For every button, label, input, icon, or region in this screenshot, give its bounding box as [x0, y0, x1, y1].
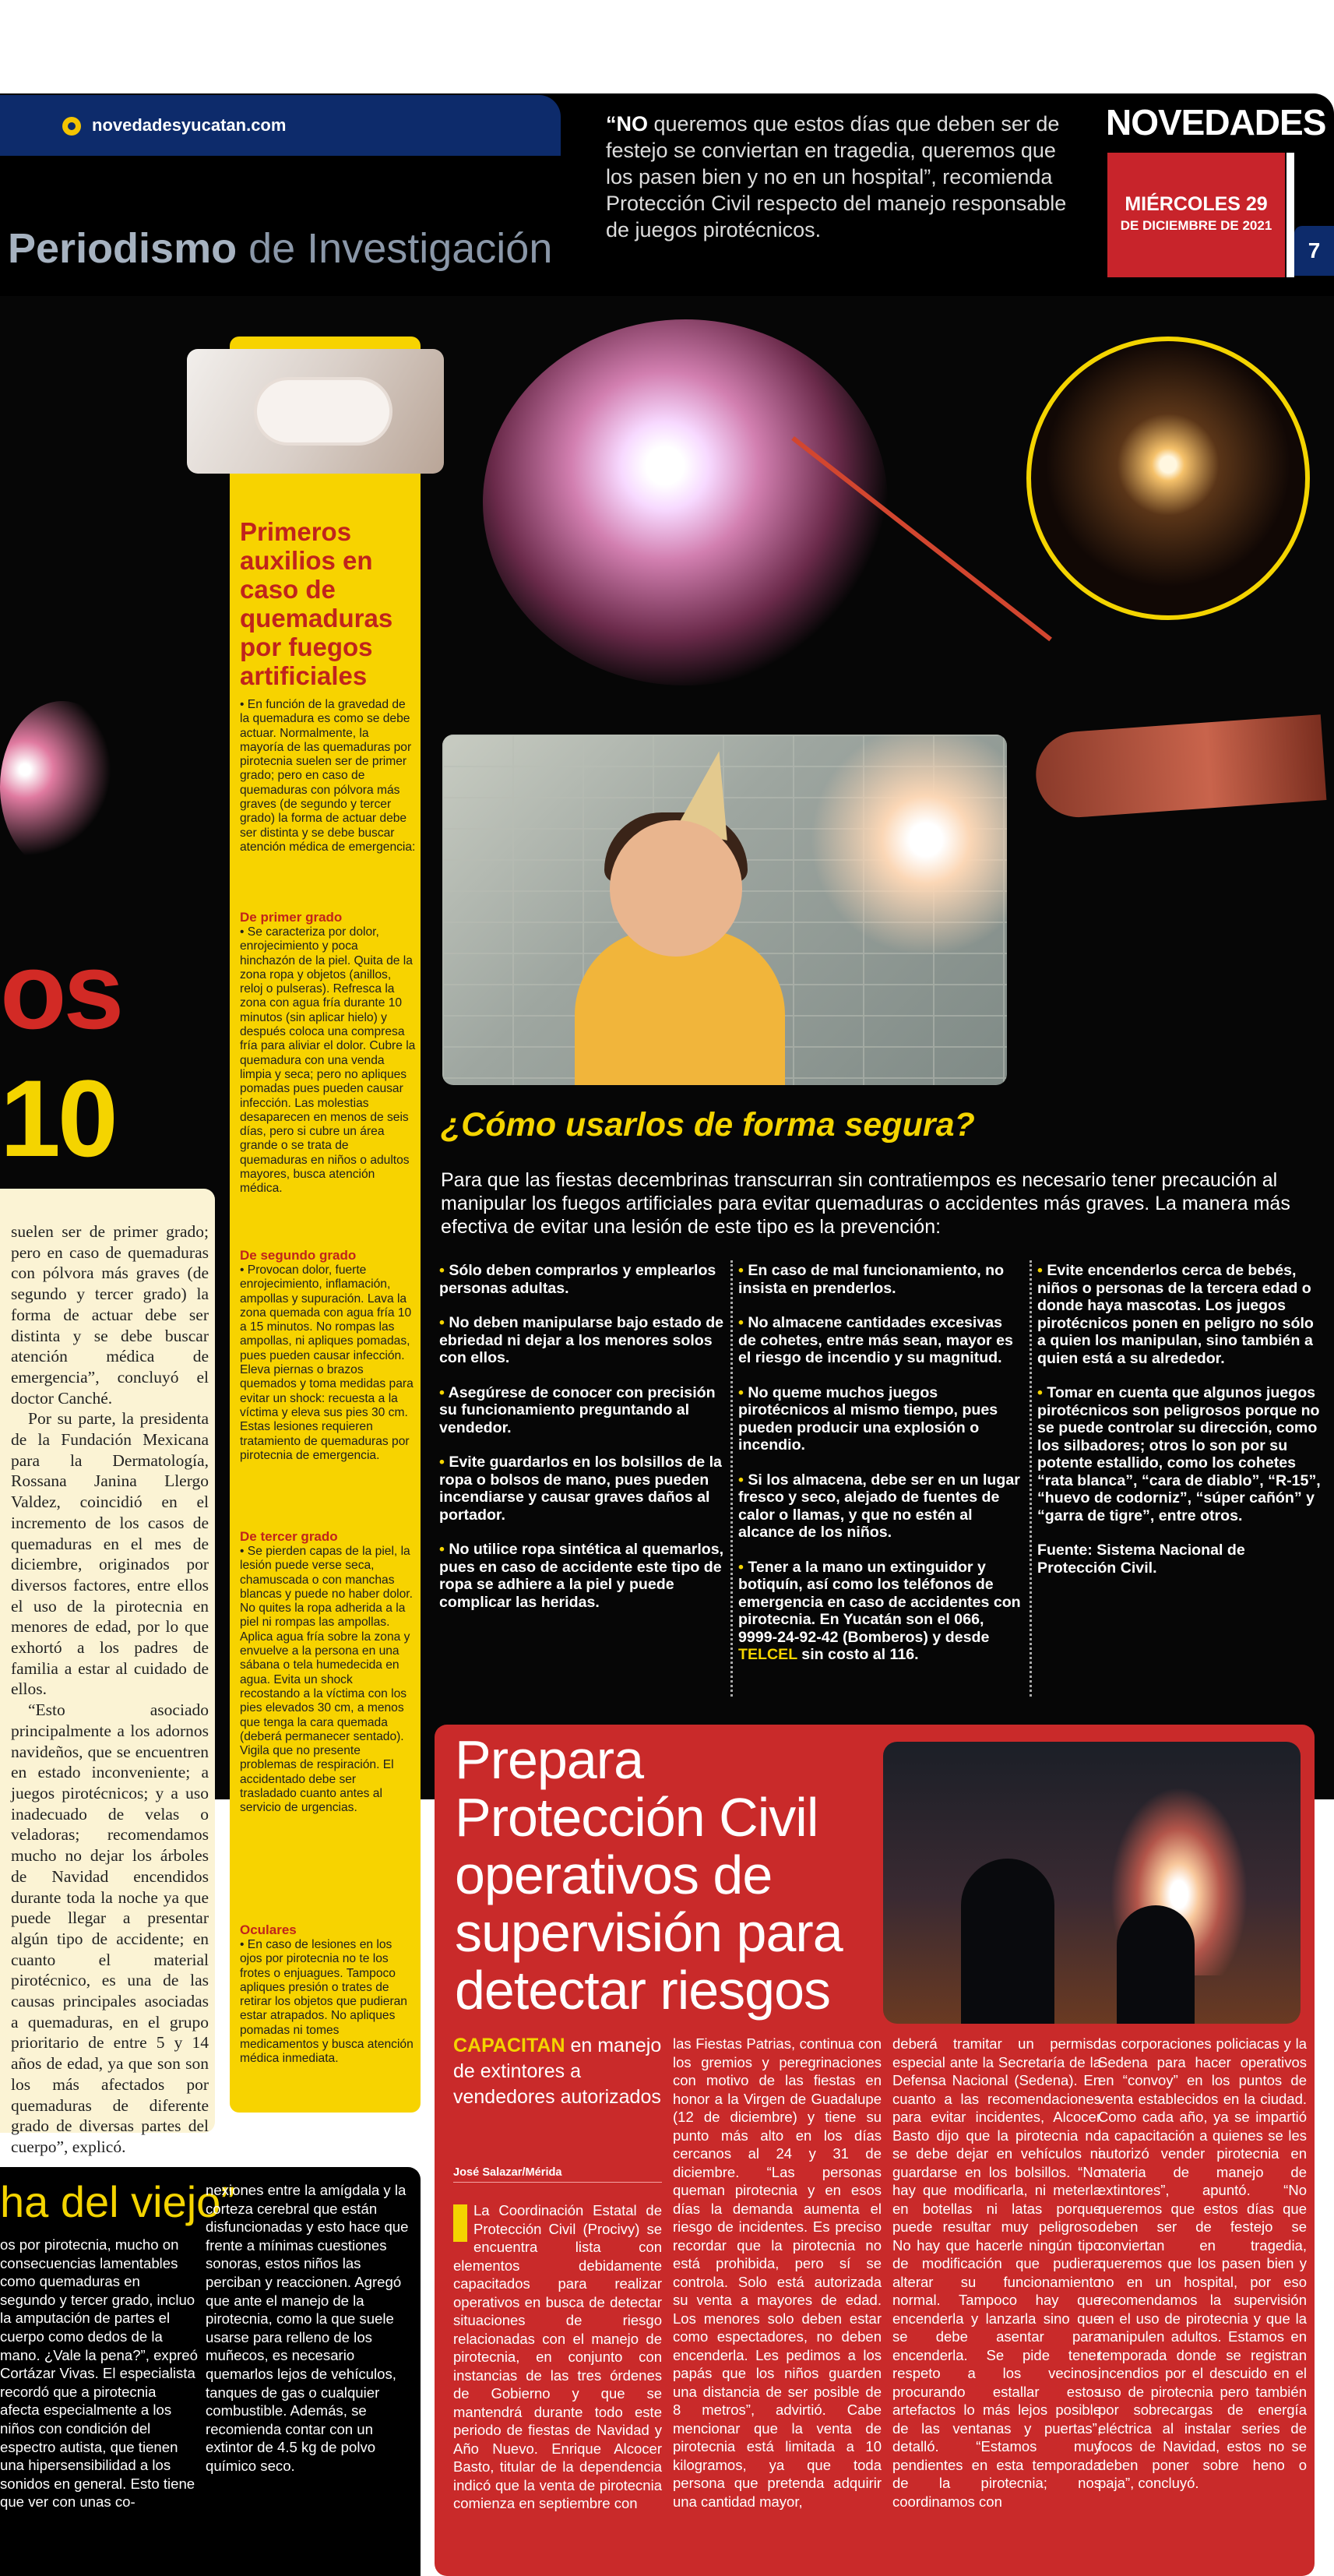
- child-silhouette: [961, 1859, 1054, 2024]
- drop-cap-bar: [453, 2204, 467, 2242]
- sparkler-light: [804, 735, 1007, 1085]
- safety-tip: • En caso de mal funcionamiento, no insista en prenderlos.: [738, 1262, 1023, 1297]
- sparkler-closeup-inset: [1026, 337, 1310, 620]
- sidebar-section-first-degree: [240, 910, 416, 1196]
- child-silhouette: [1117, 1905, 1195, 2024]
- headline-fragment-1: os: [0, 929, 121, 1052]
- date-full: DE DICIEMBRE DE 2021: [1120, 218, 1272, 233]
- safety-column-2: [738, 1262, 1023, 1681]
- page-number: 7: [1294, 226, 1334, 276]
- column-divider: [1030, 1260, 1032, 1697]
- sparkler-burst-glow: [483, 319, 888, 685]
- column-text: La Coordinación Estatal de Protección Civil (Procivy) se encuentra lista con elementos debidamente capacitados para realizar operativos en busca de detectar situaciones de riesgo relacionadas con el manejo de pirotecnia, en conjunto con instancias de las tres órdenes de Gobierno y que se mantendrá durante todo este periodo de fiestas de Navidad y Año Nuevo. Enrique Alcocer Basto, titular de la dependencia indicó que la venta de pirotecnia comienza en septiembre con: [453, 2202, 662, 2511]
- bandaged-hand-photo: [187, 349, 444, 474]
- kicker-rest: en manejo de extintores a vendedores autorizados: [453, 2035, 662, 2108]
- brand-logo: NOVEDADES: [1106, 102, 1326, 143]
- site-url[interactable]: novedadesyucatan.com: [92, 115, 287, 135]
- quote-text: queremos que estos días que deben ser de festejo se conviertan en tragedia, queremos que los pasen bien y no en un hospital”, recomienda Protección Civil respecto del manejo responsable de juegos pirotécnicos.: [606, 112, 1067, 241]
- red-article-column-3: deberá tramitar un permiso especial ante la Secretaría de la Defensa Nacional (Sedena). En cuanto a las recomendaciones para evitar incidentes, Alcocer Basto dijo que la pirotecnia no se debe dejar en vehículos ni guardarse en los bolsillos. “No hay que modificarla, ni meterla en botellas ni latas porque puede resultar muy peligroso. No hay que hacerle ningún tipo de modificación que pudiera alterar su funcionamiento normal. Tampoco hay que encenderla y lanzarla sino que se debe asentar para encenderla. Se pide tener respeto a los vecinos, procurando estallar estos artefactos lo más lejos posible de las ventanas y puertas”, detalló. “Estamos muy pendientes en esta temporada de la pirotecnia; nos coordinamos con: [892, 2035, 1101, 2510]
- sidebar-section-second-degree: [240, 1248, 416, 1463]
- left-article-text: [11, 1221, 209, 2158]
- kicker-word: CAPACITAN: [453, 2035, 565, 2056]
- sidebar-heading: De tercer grado: [240, 1529, 338, 1544]
- sidebar-section-ocular: [240, 1922, 416, 2067]
- safety-tip: • Tomar en cuenta que algunos juegos pirotécnicos son peligrosos porque no se puede controlar su dirección, como los silbadores; otros lo son por su potente estallido, como los cohetes “rata blanca”, “cara de diablo”, “R-15”, “huevo de codorniz”, “súper cañón” y “garra de tigre”, entre otros.: [1037, 1384, 1325, 1524]
- section-title: [8, 224, 552, 273]
- telcel-brand: TELCEL: [738, 1646, 797, 1663]
- safety-tip: • No almacene cantidades excesivas de cohetes, entre más sean, mayor es el riesgo de incendio y su magnitud.: [738, 1314, 1023, 1367]
- safety-tip: • Evite encenderlos cerca de bebés, niños o personas de la tercera edad o donde haya mascotas. Los juegos pirotécnicos ponen en peligro no sólo a quien los manipulan, sino también a quien está a su alrededor.: [1037, 1262, 1325, 1367]
- sidebar-heading: De primer grado: [240, 910, 343, 925]
- sidebar-section-text: • Provocan dolor, fuerte enrojecimiento, inflamación, ampollas y supuración. Lava la zona quemada con agua fría 10 a 15 minutos. No rompas las ampollas, ni apliques pomadas, pues pueden causar infección. Eleva piernas o brazos quemados y toma medidas para evitar un shock: recuesta a la víctima y eleva sus pies 30 cm. Estas lesiones requieren tratamiento de quemaduras por pirotecnia de emergencia.: [240, 1263, 414, 1462]
- red-article-column-1: [453, 2201, 662, 2513]
- fireworks-children-photo: [883, 1742, 1301, 2024]
- child-face: [610, 820, 742, 957]
- date-box-divider: [1286, 153, 1294, 277]
- safety-column-3: [1037, 1262, 1325, 1594]
- safety-tip: • Evite guardarlos en los bolsillos de la ropa o bolsos de mano, pues pueden incendiarse y causar graves daños al portador.: [439, 1454, 727, 1524]
- left-spark-glow: [0, 701, 125, 872]
- safety-tip-emergency: [738, 1559, 1023, 1664]
- safety-title: ¿Cómo usarlos de forma segura?: [441, 1106, 975, 1144]
- sidebar-title: Primeros auxilios en caso de quemaduras por fuegos artificiales: [240, 517, 393, 690]
- red-article-column-2: las Fiestas Patrias, continua con los gremios y peregrinaciones con motivo de las fiestas en honor a la Virgen de Guadalupe (12 de diciembre) y tiene su punto más alto en los días cercanos al 24 y 31 de diciembre. “Las personas queman pirotecnia y en esos días la demanda aumenta el riesgo de incidentes. Es preciso recordar que la pirotecnia no está prohibida, pero sí se controla. Solo está autorizada su venta a mayores de edad. Los menores solo deben estar como espectadores, no deben encenderla. Les pedimos a los papás que los niños guarden una distancia de ser posible de 8 metros”, advirtió. Cabe mencionar que la venta de pirotecnia está limitada a 10 kilogramos, ya que toda persona que pretenda adquirir una cantidad mayor,: [673, 2035, 882, 2510]
- sidebar-heading: De segundo grado: [240, 1248, 357, 1263]
- sidebar-section-text: • En caso de lesiones en los ojos por pirotecnia no te los frotes o enjuagues. Tampoco apliques presión o trates de retirar los objetos que pudieran estar atrapados. No apliques pomadas ni tomes medicamentos y busca atención médica inmediata.: [240, 1938, 414, 2066]
- safety-intro: Para que las fiestas decembrinas transcurran sin contratiempos es necesario tener precaución al manipular los fuegos artificiales para evitar quemaduras o accidentes más graves. La manera más efectiva de evitar una lesión de este tipo es la prevención:: [441, 1169, 1290, 1238]
- emergency-text-end: sin costo al 116.: [801, 1646, 919, 1663]
- article-paragraph: Por su parte, la presidenta de la Fundación Mexicana para la Dermatología, Rossana Janina Llergo Valdez, coincidió en el incremento de los casos de quemaduras en el mes de diciembre, originados por diversos factores, entre ellos el uso de la pirotecnia en menores de edad, por lo que exhortó a los padres de familia a estar al cuidado de ellos.: [11, 1409, 209, 1699]
- sidebar-section-text: • Se caracteriza por dolor, enrojecimiento y poca hinchazón de la piel. Quita de la zona ropa y objetos (anillos, reloj o pulseras). Refresca la zona con agua fría durante 10 minutos (sin aplicar hielo) y después coloca una compresa fría para aliviar el dolor. Cubre la quemadura con una venda limpia y seca; pero no apliques pomadas pues pueden causar infección. Las molestias desaparecen en menos de seis días, pero si cubre un área grande o se trata de quemaduras en niños o adultos mayores, busca atención médica.: [240, 925, 416, 1196]
- safety-tip: • No queme muchos juegos pirotécnicos al mismo tiempo, pues pueden producir una explosión o incendio.: [738, 1384, 1023, 1454]
- red-article-column-4: las corporaciones policiacas y la Sedena para hacer operativos en “convoy” en los puntos de venta establecidos en la ciudad. Como cada año, ya se impartió la capacitación a quienes se les autorizó vender pirotecnia en materia de manejo de extintores”, apuntó. “No queremos que estos días que deben ser de festejo se conviertan en tragedia, queremos que los pasen bien y no en un hospital, por eso recomendamos la supervisión en el uso de pirotecnia y que la manipulen adultos. Estamos en temporada donde se registran incendios por el descuido en el uso de pirotecnia pero también por sobrecargas de energía eléctrica al instalar series de focos de Navidad, estos no se deben poner sobre heno o paja”, concluyó.: [1098, 2035, 1307, 2491]
- section-title-bold: Periodismo: [8, 225, 238, 272]
- column-divider: [730, 1260, 733, 1697]
- date-box: [1107, 153, 1285, 277]
- bottom-left-title: ha del viejo”: [0, 2177, 235, 2226]
- header-quote: [606, 111, 1073, 243]
- safety-tip: • Si los almacena, debe ser en un lugar fresco y seco, alejado de fuentes de calor o llamas, y que no estén al alcance de los niños.: [738, 1471, 1023, 1542]
- sidebar-section-third-degree: [240, 1529, 416, 1816]
- sidebar-intro: • En función de la gravedad de la quemadura es como se debe actuar. Normalmente, la mayoría de las quemaduras por pirotecnia suelen ser de primer grado; pero en caso de quemaduras con pólvora más graves (de segundo y tercer grado) la forma de actuar debe ser distinta y se debe buscar atención médica de emergencia:: [240, 698, 416, 854]
- quote-lead: “NO: [606, 112, 648, 136]
- safety-source: Fuente: Sistema Nacional de Protección Civil.: [1037, 1542, 1245, 1577]
- safety-column-1: [439, 1262, 727, 1628]
- sidebar-heading: Oculares: [240, 1922, 297, 1937]
- safety-tip: • No deben manipularse bajo estado de ebriedad ni dejar a los menores solos con ellos.: [439, 1314, 727, 1367]
- date-day: MIÉRCOLES 29: [1125, 193, 1268, 215]
- bottom-left-column-1: os por pirotecnia, mucho on consecuencias lamentables como quemaduras en segundo y tercer grado, incluo la amputación de partes el cuerpo como dedos de la mano. ¿Vale la pena?”, expreó Cortázar Vivas. El especialista recordó que a pirotecnia afecta especialmente a los niños con condición del espectro autista, que tienen una hipersensibilidad a los sonidos en general. Esto tiene que ver con unas co-: [0, 2236, 198, 2511]
- headline-fragment-2: 10: [0, 1057, 115, 1179]
- red-article-kicker: [453, 2033, 663, 2110]
- red-article-headline: Prepara Protección Civil operativos de supervisión para detectar riesgos: [455, 1729, 843, 2021]
- safety-tip: • Asegúrese de conocer con precisión su funcionamiento preguntando al vendedor.: [439, 1384, 727, 1437]
- sidebar-section-text: • Se pierden capas de la piel, la lesión puede verse seca, chamuscada o con manchas blancas y puede no haber dolor. No quites la ropa adherida a la piel ni rompas las ampollas. Aplica agua fría sobre la zona y envuelve a la persona en una sábana o tela humedecida en agua. Evita un shock recostando a la víctima con los pies elevados 30 cm, a menos que tenga la cara quemada (deberá permanecer sentado). Vigila que no presente problemas de respiración. El accidentado debe ser trasladado cuanto antes al servicio de urgencias.: [240, 1545, 413, 1815]
- bottom-left-column-2: nexiones entre la amígdala y la corteza cerebral que están disfuncionadas y esto hace que frente a mínimas cuestiones sonoras, estos niños las perciban y reaccionen. Agregó que ante el manejo de la pirotecnia, como la que suele usarse para relleno de los muñecos, es necesario quemarlos lejos de vehículos, tanques de gas o cualquier combustible. Además, se recomienda contar con un extintor de 4.5 kg de polvo químico seco.: [206, 2182, 409, 2474]
- byline: José Salazar/Mérida: [453, 2166, 662, 2183]
- emergency-text: Tener a la mano un extinguidor y botiquín, así como los teléfonos de emergencia en caso de accidentes con pirotecnia. En Yucatán son el 066, 9999-24-92-42 (Bomberos) y desde: [738, 1558, 1021, 1646]
- safety-tip: • No utilice ropa sintética al quemarlos, pues en caso de accidente este tipo de ropa se adhiere a la piel y puede complicar las heridas.: [439, 1541, 727, 1611]
- article-paragraph: “Esto asociado principalmente a los adornos navideños, que se encuentren en estado inconveniente; a juegos pirotécnicos; y a uso inadecuado de velas o veladoras; recomendamos mucho no dejar los árboles de Navidad encendidos durante toda la noche ya que puede llegar a presentar algún tipo de accidente; en cuanto el material pirotécnico, es una de las causas principales asociadas a quemaduras, en el grupo prioritario de entre 5 y 14 años de edad, ya que son son los más afectados por quemaduras de diferente grado de diversas partes del cuerpo”, explicó.: [11, 1700, 209, 2156]
- safety-tip: • Sólo deben comprarlos y emplearlos personas adultas.: [439, 1262, 727, 1297]
- section-title-light: de Investigación: [248, 225, 553, 272]
- article-paragraph: suelen ser de primer grado; pero en caso de quemaduras con pólvora más graves (de segundo y tercer grado) la forma de actuar debe ser distinta y se debe buscar atención médica de emergencia”, concluyó el doctor Canché.: [11, 1222, 209, 1408]
- child-sparkler-photo: [442, 735, 1007, 1085]
